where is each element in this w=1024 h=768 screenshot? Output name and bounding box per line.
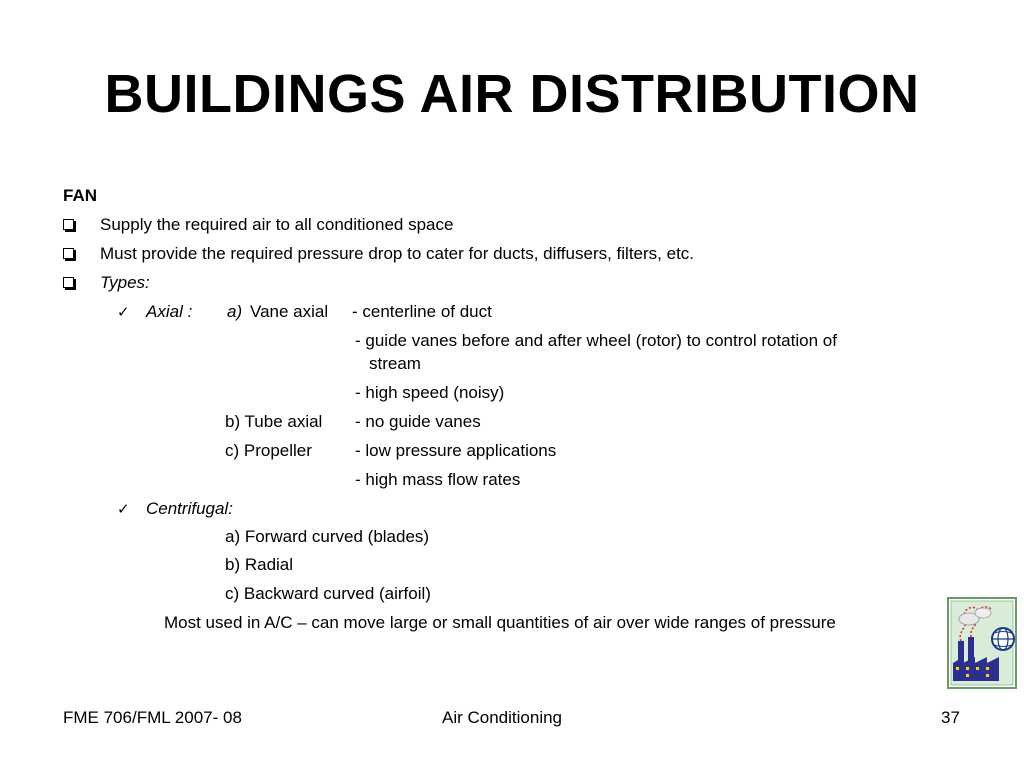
axial-label: Axial : (146, 302, 193, 321)
centrifugal-item-backward: c) Backward curved (airfoil) (225, 584, 431, 603)
axial-a-label: a) (227, 302, 243, 321)
bullet-types: Types: (100, 273, 150, 292)
tube-note: - no guide vanes (355, 412, 481, 431)
slide-title: BUILDINGS AIR DISTRIBUTION (104, 64, 920, 124)
footer-page-number: 37 (941, 708, 960, 727)
centrifugal-label: Centrifugal: (146, 499, 233, 518)
centrifugal-item-radial: b) Radial (225, 555, 294, 574)
section-heading: FAN (63, 186, 97, 205)
vane-axial-label: Vane axial (250, 302, 329, 321)
checkbox-bullet-icon (63, 219, 74, 230)
footer-subject: Air Conditioning (442, 708, 563, 727)
vane-note-centerline: - centerline of duct (352, 302, 492, 321)
footer-course: FME 706/FML 2007- 08 (63, 708, 242, 727)
propeller-note-mass-flow: - high mass flow rates (355, 470, 521, 489)
vane-note-stream: stream (369, 354, 421, 373)
checkmark-icon: ✓ (117, 500, 130, 518)
checkbox-bullet-icon (63, 248, 74, 259)
propeller-note-low-pressure: - low pressure applications (355, 441, 557, 460)
propeller-label: c) Propeller (225, 441, 312, 460)
bullet-pressure: Must provide the required pressure drop to cater for ducts, diffusers, filters, etc. (100, 244, 695, 263)
factory-globe-logo (947, 597, 1017, 689)
centrifugal-item-forward: a) Forward curved (blades) (225, 527, 430, 546)
centrifugal-summary: Most used in A/C – can move large or small quantities of air over wide ranges of pressure (164, 613, 836, 632)
bullet-supply: Supply the required air to all conditioned space (100, 215, 454, 234)
tube-axial-label: b) Tube axial (225, 412, 323, 431)
vane-note-guide-vanes: - guide vanes before and after wheel (rotor) to control rotation of (355, 331, 837, 350)
checkbox-bullet-icon (63, 277, 74, 288)
checkmark-icon: ✓ (117, 303, 130, 321)
vane-note-high-speed: - high speed (noisy) (355, 383, 505, 402)
